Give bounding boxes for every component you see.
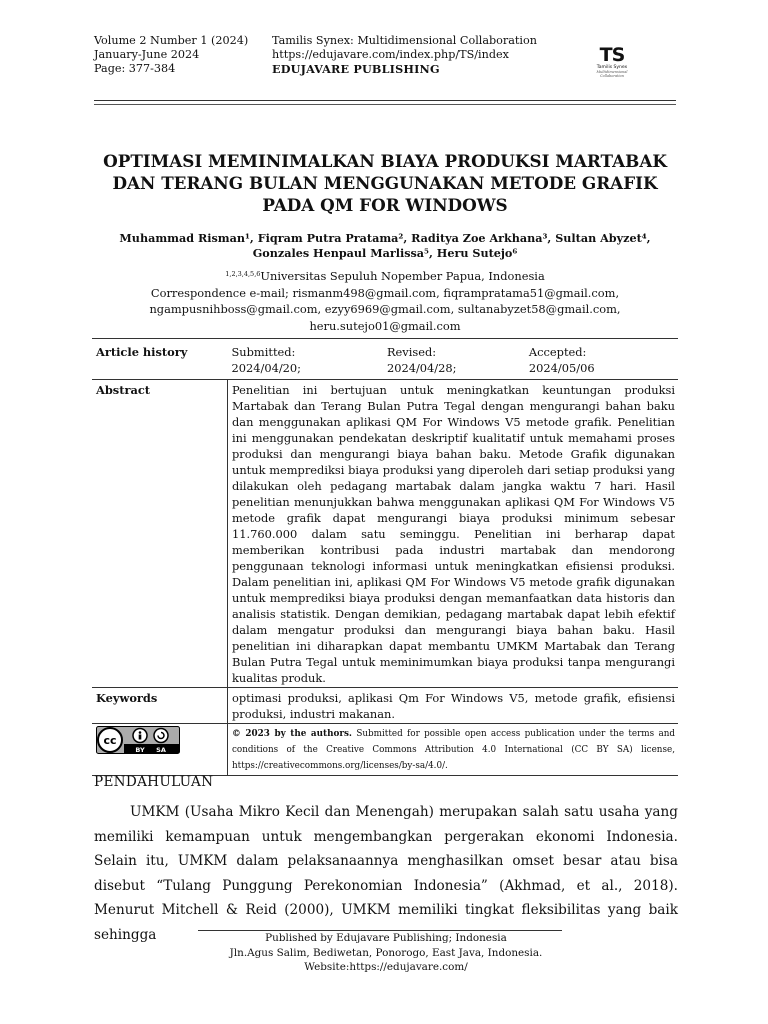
header-rule-thin bbox=[94, 104, 676, 105]
abstract-label: Abstract bbox=[92, 380, 228, 688]
cc-badge-cell bbox=[92, 724, 228, 776]
logo-tagline: Multidimensional Collaboration bbox=[596, 70, 628, 78]
abstract-text: Penelitian ini bertujuan untuk meningkatkan keuntungan produksi Martabak dan Terang Bulan Putra Tegal dengan mengurangi bahan baku dan menggunakan aplikasi QM For Windows V5 metode grafik. Penelitian ini menggunakan pendekatan deskriptif kualitatif untuk memahami proses produksi dan mengurangi biaya bahan baku. Metode Grafik digunakan untuk memprediksi biaya produksi yang diperoleh dari setiap produksi yang dilakukan oleh pedagang martabak dalam jangka waktu 7 hari. Hasil penelitian menunjukkan bahwa menggunakan aplikasi QM For Windows V5 metode grafik dapat mengurangi biaya produksi minimum sebesar 11.760.000 dalam satu seminggu. Penelitian ini berharap dapat memberikan kontribusi pada industri martabak dan mendorong penggunaan teknologi informasi untuk meningkatkan efisiensi produksi. Dalam penelitian ini, aplikasi QM For Windows V5 metode grafik digunakan untuk memprediksi biaya produksi dengan memanfaatkan data historis dan analisis statistik. Dengan demikian, pedagang martabak dapat lebih efektif dalam mengatur produksi dan mengurangi biaya bahan baku. Hasil penelitian ini diharapkan dapat membantu UMKM Martabak dan Terang Bulan Putra Tegal untuk meminimumkan biaya produksi tanpa mengurangi kualitas produk. bbox=[228, 380, 679, 688]
authors-line: Muhammad Risman¹, Fiqram Putra Pratama², Raditya Zoe Arkhana³, Sultan Abyzet⁴, bbox=[119, 231, 651, 245]
affiliation-name: Universitas Sepuluh Nopember Papua, Indonesia bbox=[260, 269, 545, 283]
submitted-date: Submitted: 2024/04/20; bbox=[231, 345, 301, 375]
sa-label: SA bbox=[156, 746, 166, 754]
email-line[interactable]: Correspondence e-mail; rismanm498@gmail.com, fiqrampratama51@gmail.com, bbox=[150, 285, 620, 300]
article-meta-table bbox=[92, 338, 678, 776]
accepted-date: Accepted: 2024/05/06 bbox=[528, 345, 595, 375]
period-text: January-June 2024 bbox=[94, 48, 200, 61]
journal-info bbox=[272, 34, 537, 76]
keywords-label: Keywords bbox=[92, 688, 228, 724]
volume-text: Volume 2 Number 1 (2024) bbox=[94, 34, 249, 47]
title-line: PADA QM FOR WINDOWS bbox=[262, 195, 508, 215]
header-rule bbox=[94, 100, 676, 101]
email-line[interactable]: ngampusnihboss@gmail.com, ezyy6969@gmail.com, sultanabyzet58@gmail.com, bbox=[149, 302, 621, 316]
footer-publisher: Published by Edujavare Publishing; Indonesia bbox=[265, 932, 507, 944]
journal-logo bbox=[590, 46, 634, 78]
email-line[interactable]: heru.sutejo01@gmail.com bbox=[309, 318, 461, 333]
affiliation-line bbox=[94, 266, 676, 285]
title-line: OPTIMASI MEMINIMALKAN BIAYA PRODUKSI MARTABAK bbox=[103, 151, 667, 171]
footer-address: Jln.Agus Salim, Bediwetan, Ponorogo, East Java, Indonesia. bbox=[229, 946, 543, 959]
cc-label: cc bbox=[103, 734, 117, 747]
journal-url[interactable]: https://edujavare.com/index.php/TS/index bbox=[272, 48, 509, 61]
logo-subtitle: Tamilis Synex bbox=[596, 65, 628, 70]
revised-date: Revised: 2024/04/28; bbox=[386, 345, 457, 375]
keywords-text: optimasi produksi, aplikasi Qm For Windows V5, metode grafik, efisiensi produksi, industri makanan. bbox=[228, 688, 679, 724]
affiliation-sup: 1,2,3,4,5,6 bbox=[225, 270, 261, 278]
paper-title bbox=[80, 150, 690, 216]
by-label: BY bbox=[135, 746, 145, 754]
intro-paragraph: UMKM (Usaha Mikro Kecil dan Menengah) merupakan salah satu usaha yang memiliki kemampuan untuk mengembangkan pergerakan ekonomi Indonesia. Selain itu, UMKM dalam pelaksanaannya menghasilkan omset besar atau bisa disebut “Tulang Punggung Perekonomian Indonesia” (Akhmad, et al., 2018). Menurut Mitchell & Reid (2000), UMKM memiliki tingkat fleksibilitas yang baik sehingga bbox=[94, 804, 678, 943]
authors-line: Gonzales Henpaul Marlissa⁵, Heru Sutejo⁶ bbox=[252, 245, 518, 260]
pages-text: Page: 377-384 bbox=[94, 62, 176, 75]
history-row bbox=[92, 339, 678, 380]
publisher-name: EDUJAVARE PUBLISHING bbox=[272, 62, 440, 76]
history-dates bbox=[228, 339, 679, 380]
license-terms: Submitted for possible open access publication under the terms and conditions of the Creative Commons Attribution 4.0 International (CC BY SA) license, https://creativecommons.org/licenses/by-sa/4.0/. bbox=[232, 729, 675, 771]
page-footer bbox=[94, 931, 678, 975]
license-text bbox=[228, 724, 679, 776]
abstract-row bbox=[92, 380, 678, 688]
affiliation-block bbox=[94, 266, 676, 334]
title-line: DAN TERANG BULAN MENGGUNAKAN METODE GRAFIK bbox=[112, 173, 658, 193]
history-label: Article history bbox=[92, 339, 228, 380]
issue-info bbox=[94, 34, 248, 76]
author-list bbox=[94, 231, 676, 260]
footer-website[interactable]: Website:https://edujavare.com/ bbox=[304, 961, 468, 973]
section-heading: PENDAHULUAN bbox=[94, 774, 214, 790]
cc-by-sa-badge[interactable] bbox=[96, 726, 180, 754]
copyright-notice: © 2023 by the authors. bbox=[232, 729, 352, 739]
keywords-row bbox=[92, 688, 678, 724]
journal-name: Tamilis Synex: Multidimensional Collaboration bbox=[272, 34, 537, 47]
license-row bbox=[92, 724, 678, 776]
logo-mark: TS bbox=[599, 44, 625, 66]
